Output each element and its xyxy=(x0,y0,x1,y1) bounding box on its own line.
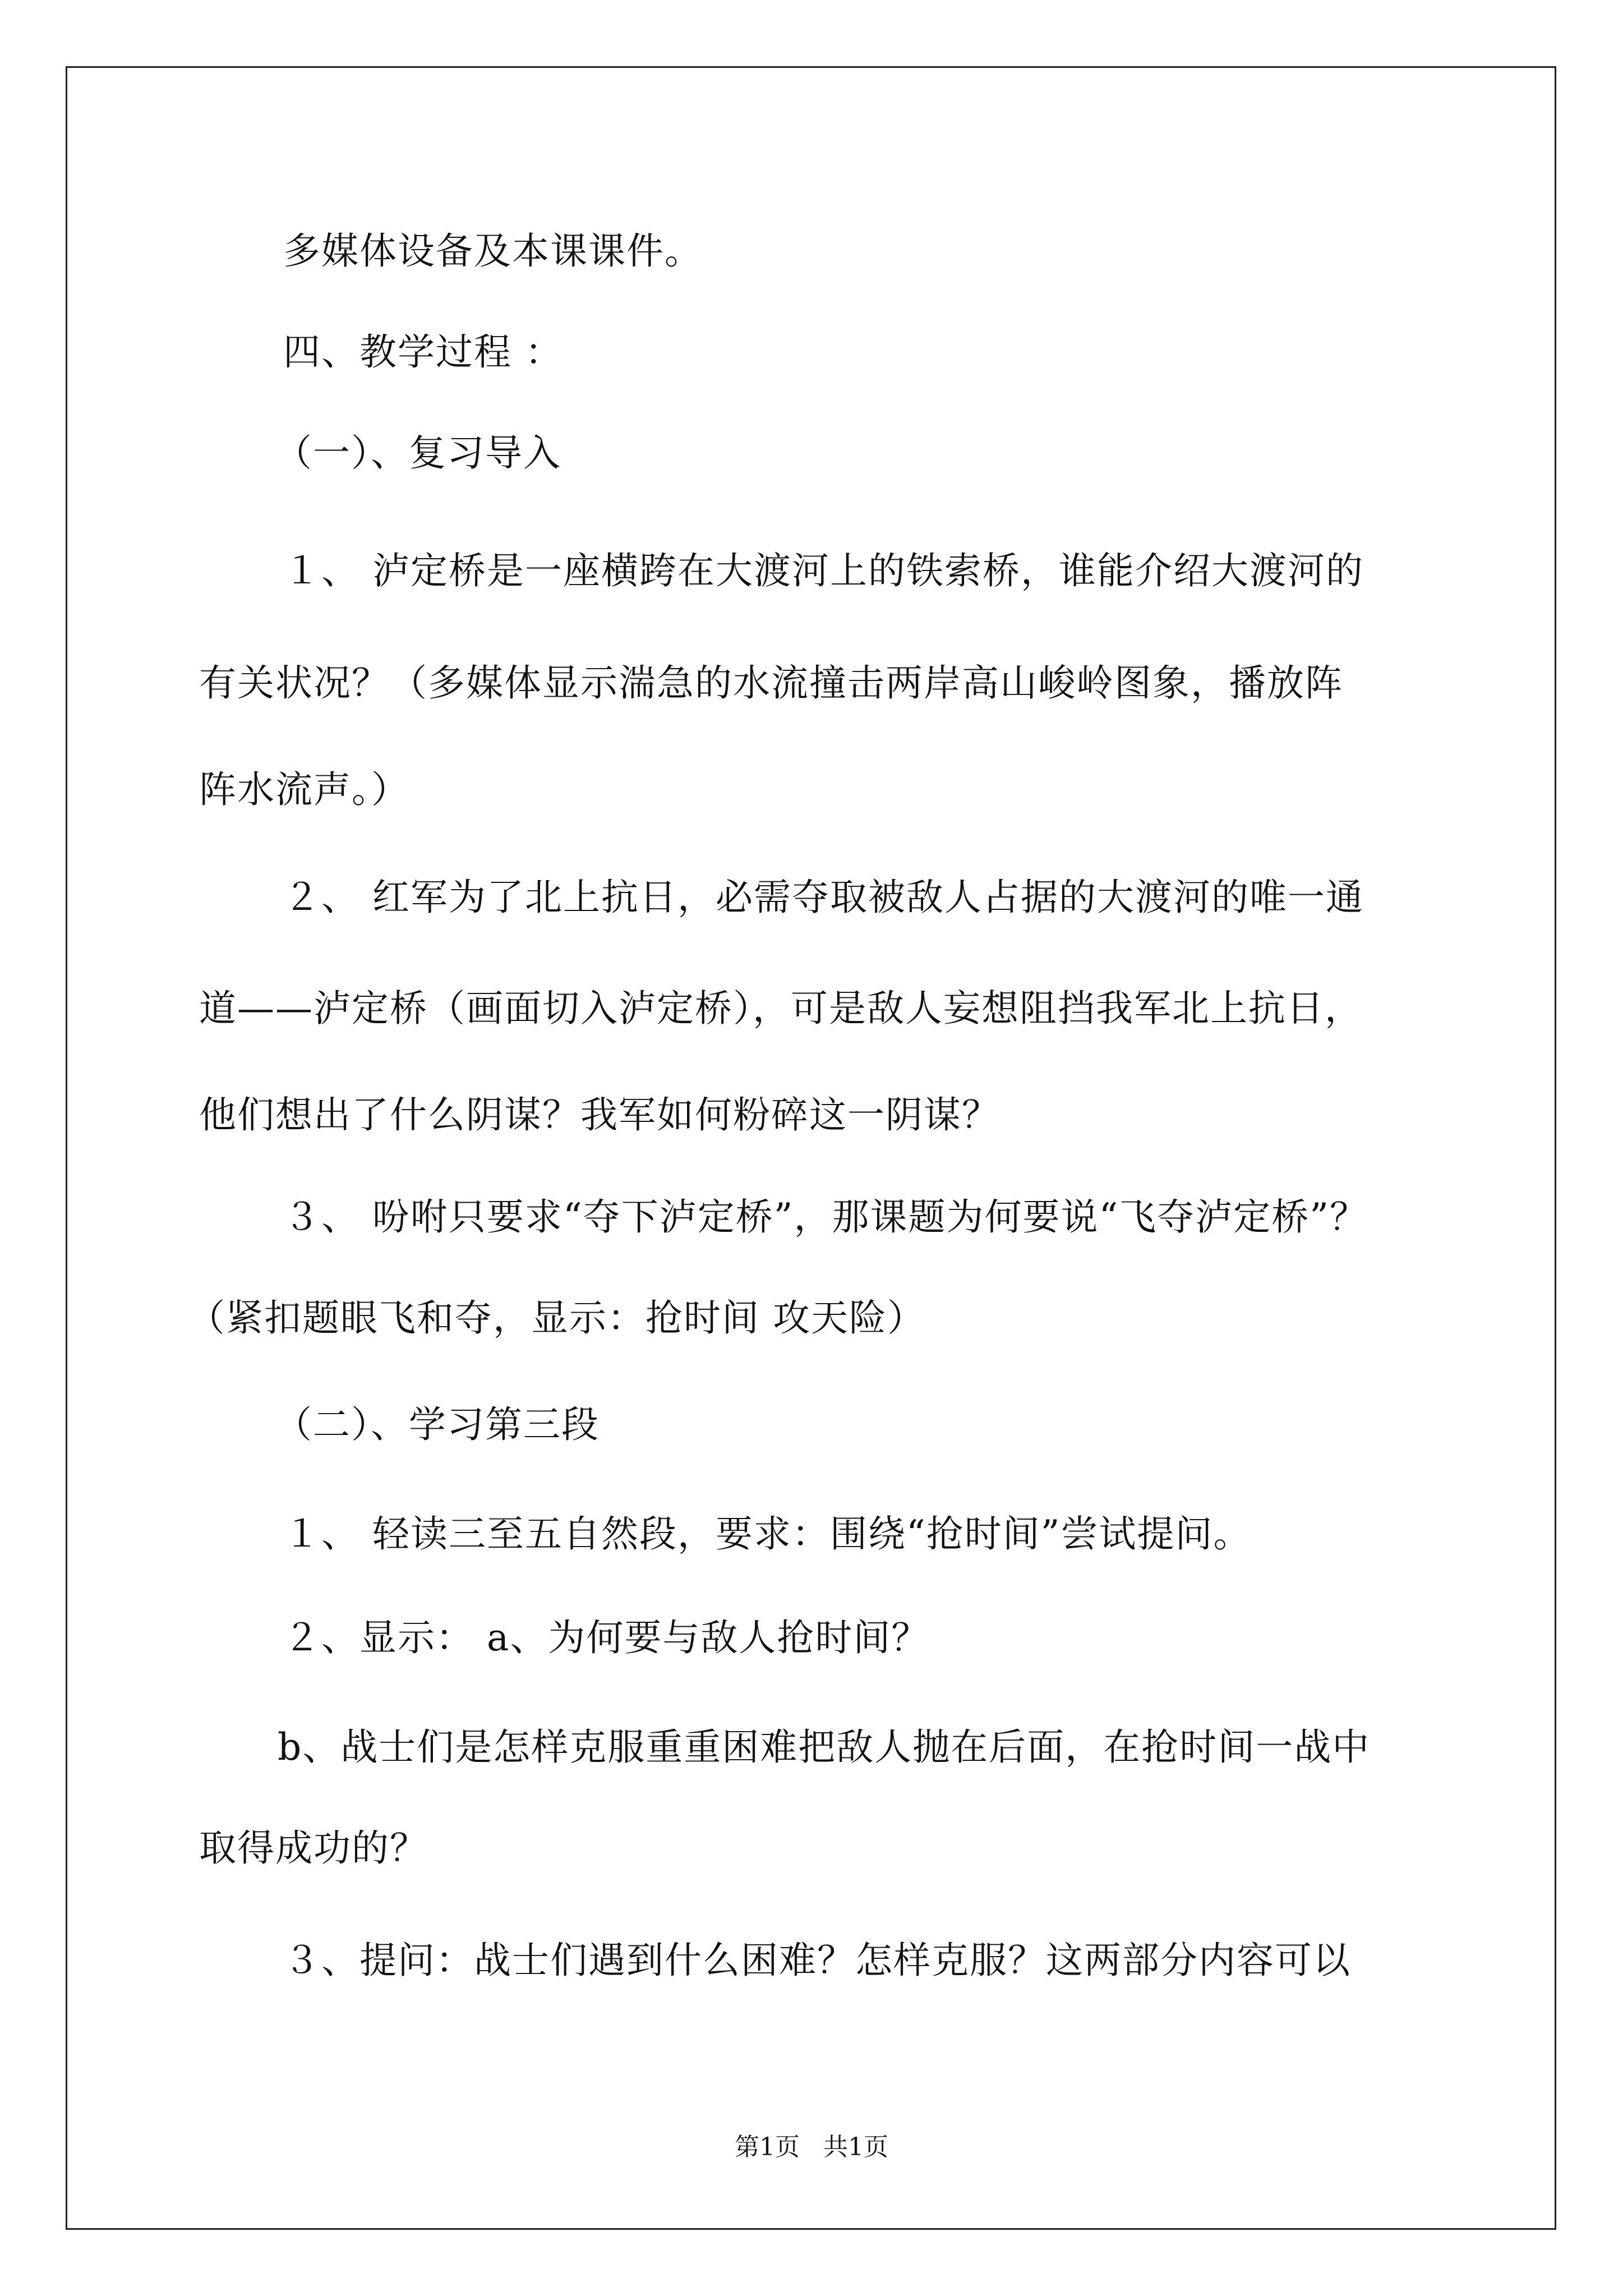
text-line: 取得成功的？ xyxy=(199,1826,428,1870)
text-line: （一）、复习导入 xyxy=(275,431,561,475)
text-line: ３、 吩咐只要求“夺下泸定桥”，那课题为何要说“飞夺泸定桥”？ xyxy=(283,1195,1368,1239)
text-line: ２、 红军为了北上抗日，必需夺取被敌人占据的大渡河的唯一通 xyxy=(283,876,1364,919)
text-line: 有关状况？（多媒体显示湍急的水流撞击两岸高山峻岭图象，播放阵 xyxy=(199,661,1343,705)
text-line: １、 轻读三至五自然段，要求：围绕“抢时间”尝试提问。 xyxy=(283,1512,1252,1556)
text-line: ３、提问：战士们遇到什么困难？怎样克服？这两部分内容可以 xyxy=(283,1939,1351,1982)
text-line: 四、教学过程 ： xyxy=(283,330,563,374)
page-border xyxy=(66,66,1556,2230)
text-line: （紧扣题眼飞和夺，显示：抢时间 攻天险） xyxy=(188,1296,925,1340)
text-line: 他们想出了什么阴谋？我军如何粉碎这一阴谋？ xyxy=(199,1093,1000,1137)
text-line: １、 泸定桥是一座横跨在大渡河上的铁索桥，谁能介绍大渡河的 xyxy=(283,549,1364,592)
text-line: （二）、学习第三段 xyxy=(275,1403,600,1446)
page-number: 第1页 共1页 xyxy=(735,2133,888,2161)
text-line: ２、显示： a、为何要与敌人抢时间？ xyxy=(283,1616,930,1659)
text-line: 多媒体设备及本课课件。 xyxy=(283,229,703,273)
text-line: b、战士们是怎样克服重重困难把敌人抛在后面，在抢时间一战中 xyxy=(278,1726,1371,1769)
text-line: 道——泸定桥（画面切入泸定桥），可是敌人妄想阻挡我军北上抗日， xyxy=(199,987,1363,1030)
text-line: 阵水流声。） xyxy=(199,768,409,811)
